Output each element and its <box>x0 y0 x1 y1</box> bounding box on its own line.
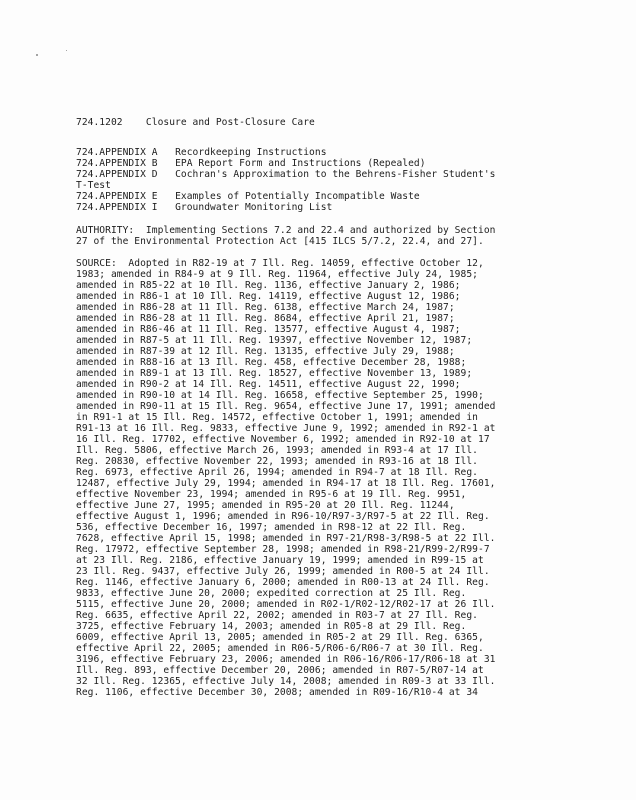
source-line: 3725, effective February 14, 2003; amended in R05-8 at 29 Ill. Reg. <box>76 621 467 632</box>
source-line: Ill. Reg. 5806, effective March 26, 1993; amended in R93-4 at 17 Ill. <box>76 445 478 456</box>
source-line: 9833, effective June 20, 2000; expedited correction at 25 Ill. Reg. <box>76 588 467 599</box>
source-line: amended in R86-28 at 11 Ill. Reg. 8684, effective April 21, 1987; <box>76 313 455 324</box>
appendix-code: 724.APPENDIX D <box>76 169 158 180</box>
appendix-code: 724.APPENDIX A <box>76 147 158 158</box>
scan-speck <box>66 50 67 51</box>
source-line: amended in R86-28 at 11 Ill. Reg. 6138, effective March 24, 1987; <box>76 302 455 313</box>
source-line: 6009, effective April 13, 2005; amended in R05-2 at 29 Ill. Reg. 6365, <box>76 632 484 643</box>
section-number: 724.1202 <box>76 117 123 128</box>
appendix-code: 724.APPENDIX B <box>76 158 158 169</box>
source-line: 12487, effective July 29, 1994; amended in R94-17 at 18 Ill. Reg. 17601, <box>76 478 496 489</box>
section-title: Closure and Post-Closure Care <box>145 117 315 128</box>
source-line: Reg. 6635, effective April 22, 2002; amended in R03-7 at 27 Ill. Reg. <box>76 610 478 621</box>
appendix-title: EPA Report Form and Instructions (Repealed) <box>175 158 426 169</box>
appendix-item <box>76 158 576 169</box>
source-line: R91-13 at 16 Ill. Reg. 9833, effective June 9, 1992; amended in R92-1 at <box>76 423 496 434</box>
appendix-item <box>76 169 576 180</box>
source-line: Reg. 20830, effective November 22, 1993; amended in R93-16 at 18 Ill. <box>76 456 478 467</box>
source-line: amended in R90-10 at 14 Ill. Reg. 16658, effective September 25, 1990; <box>76 390 484 401</box>
source-line: Reg. 1106, effective December 30, 2008; amended in R09-16/R10-4 at 34 <box>76 687 478 698</box>
source-line: amended in R86-46 at 11 Ill. Reg. 13577, effective August 4, 1987; <box>76 324 461 335</box>
source-line: amended in R85-22 at 10 Ill. Reg. 1136, effective January 2, 1986; <box>76 280 461 291</box>
appendix-title: Recordkeeping Instructions <box>175 147 327 158</box>
appendix-code: 724.APPENDIX I <box>76 202 158 213</box>
appendix-title-continuation: T-Test <box>76 180 111 191</box>
source-line: 1983; amended in R84-9 at 9 Ill. Reg. 11964, effective July 24, 1985; <box>76 269 478 280</box>
appendix-title: Groundwater Monitoring List <box>175 202 333 213</box>
source-line: 32 Ill. Reg. 12365, effective July 14, 2008; amended in R09-3 at 33 Ill. <box>76 676 496 687</box>
source-line: Ill. Reg. 893, effective December 20, 2006; amended in R07-5/R07-14 at <box>76 665 484 676</box>
source-line: 7628, effective April 15, 1998; amended in R97-21/R98-3/R98-5 at 22 Ill. <box>76 533 496 544</box>
source-line: 23 Ill. Reg. 9437, effective July 26, 1999; amended in R00-5 at 24 Ill. <box>76 566 490 577</box>
source-line: Reg. 6973, effective April 26, 1994; amended in R94-7 at 18 Ill. Reg. <box>76 467 478 478</box>
source-line: effective April 22, 2005; amended in R06-5/R06-6/R06-7 at 30 Ill. Reg. <box>76 643 484 654</box>
source-line: 3196, effective February 23, 2006; amended in R06-16/R06-17/R06-18 at 31 <box>76 654 496 665</box>
source-line: amended in R87-39 at 12 Ill. Reg. 13135, effective July 29, 1988; <box>76 346 455 357</box>
section-heading <box>76 117 576 129</box>
source-line: effective June 27, 1995; amended in R95-20 at 20 Ill. Reg. 11244, <box>76 500 455 511</box>
source-line: 536, effective December 16, 1997; amended in R98-12 at 22 Ill. Reg. <box>76 522 467 533</box>
source-line: in R91-1 at 15 Ill. Reg. 14572, effective October 1, 1991; amended in <box>76 412 478 423</box>
authority-line: AUTHORITY: Implementing Sections 7.2 and 22.4 and authorized by Section <box>76 225 496 236</box>
appendix-code: 724.APPENDIX E <box>76 191 158 202</box>
source-line: amended in R86-1 at 10 Ill. Reg. 14119, effective August 12, 1986; <box>76 291 461 302</box>
source-line: Reg. 1146, effective January 6, 2000; amended in R00-13 at 24 Ill. Reg. <box>76 577 490 588</box>
source-line: 5115, effective June 20, 2000; amended in R02-1/R02-12/R02-17 at 26 Ill. <box>76 599 496 610</box>
regulation-text <box>76 117 576 698</box>
source-line: effective November 23, 1994; amended in R95-6 at 19 Ill. Reg. 9951, <box>76 489 467 500</box>
source-line: amended in R90-2 at 14 Ill. Reg. 14511, effective August 22, 1990; <box>76 379 461 390</box>
source-line: 16 Ill. Reg. 17702, effective November 6, 1992; amended in R92-10 at 17 <box>76 434 490 445</box>
appendix-item <box>76 202 576 213</box>
appendix-item <box>76 147 576 158</box>
source-line: effective August 1, 1996; amended in R96-10/R97-3/R97-5 at 22 Ill. Reg. <box>76 511 490 522</box>
source-paragraph <box>76 258 576 698</box>
source-line: amended in R87-5 at 11 Ill. Reg. 19397, effective November 12, 1987; <box>76 335 473 346</box>
source-line: amended in R88-16 at 13 Ill. Reg. 458, effective December 28, 1988; <box>76 357 467 368</box>
source-line: SOURCE: Adopted in R82-19 at 7 Ill. Reg. 14059, effective October 12, <box>76 258 484 269</box>
appendix-list <box>76 147 576 213</box>
scan-speck <box>36 54 38 56</box>
source-line: at 23 Ill. Reg. 2186, effective January 19, 1999; amended in R99-15 at <box>76 555 484 566</box>
appendix-item <box>76 191 576 202</box>
authority-paragraph <box>76 225 576 247</box>
source-line: amended in R90-11 at 15 Ill. Reg. 9654, effective June 17, 1991; amended <box>76 401 496 412</box>
source-line: amended in R89-1 at 13 Ill. Reg. 18527, effective November 13, 1989; <box>76 368 473 379</box>
authority-line: 27 of the Environmental Protection Act [415 ILCS 5/7.2, 22.4, and 27]. <box>76 236 484 247</box>
appendix-title: Examples of Potentially Incompatible Waste <box>175 191 420 202</box>
appendix-title: Cochran's Approximation to the Behrens-Fisher Student's <box>175 169 496 180</box>
source-line: Reg. 17972, effective September 28, 1998; amended in R98-21/R99-2/R99-7 <box>76 544 490 555</box>
